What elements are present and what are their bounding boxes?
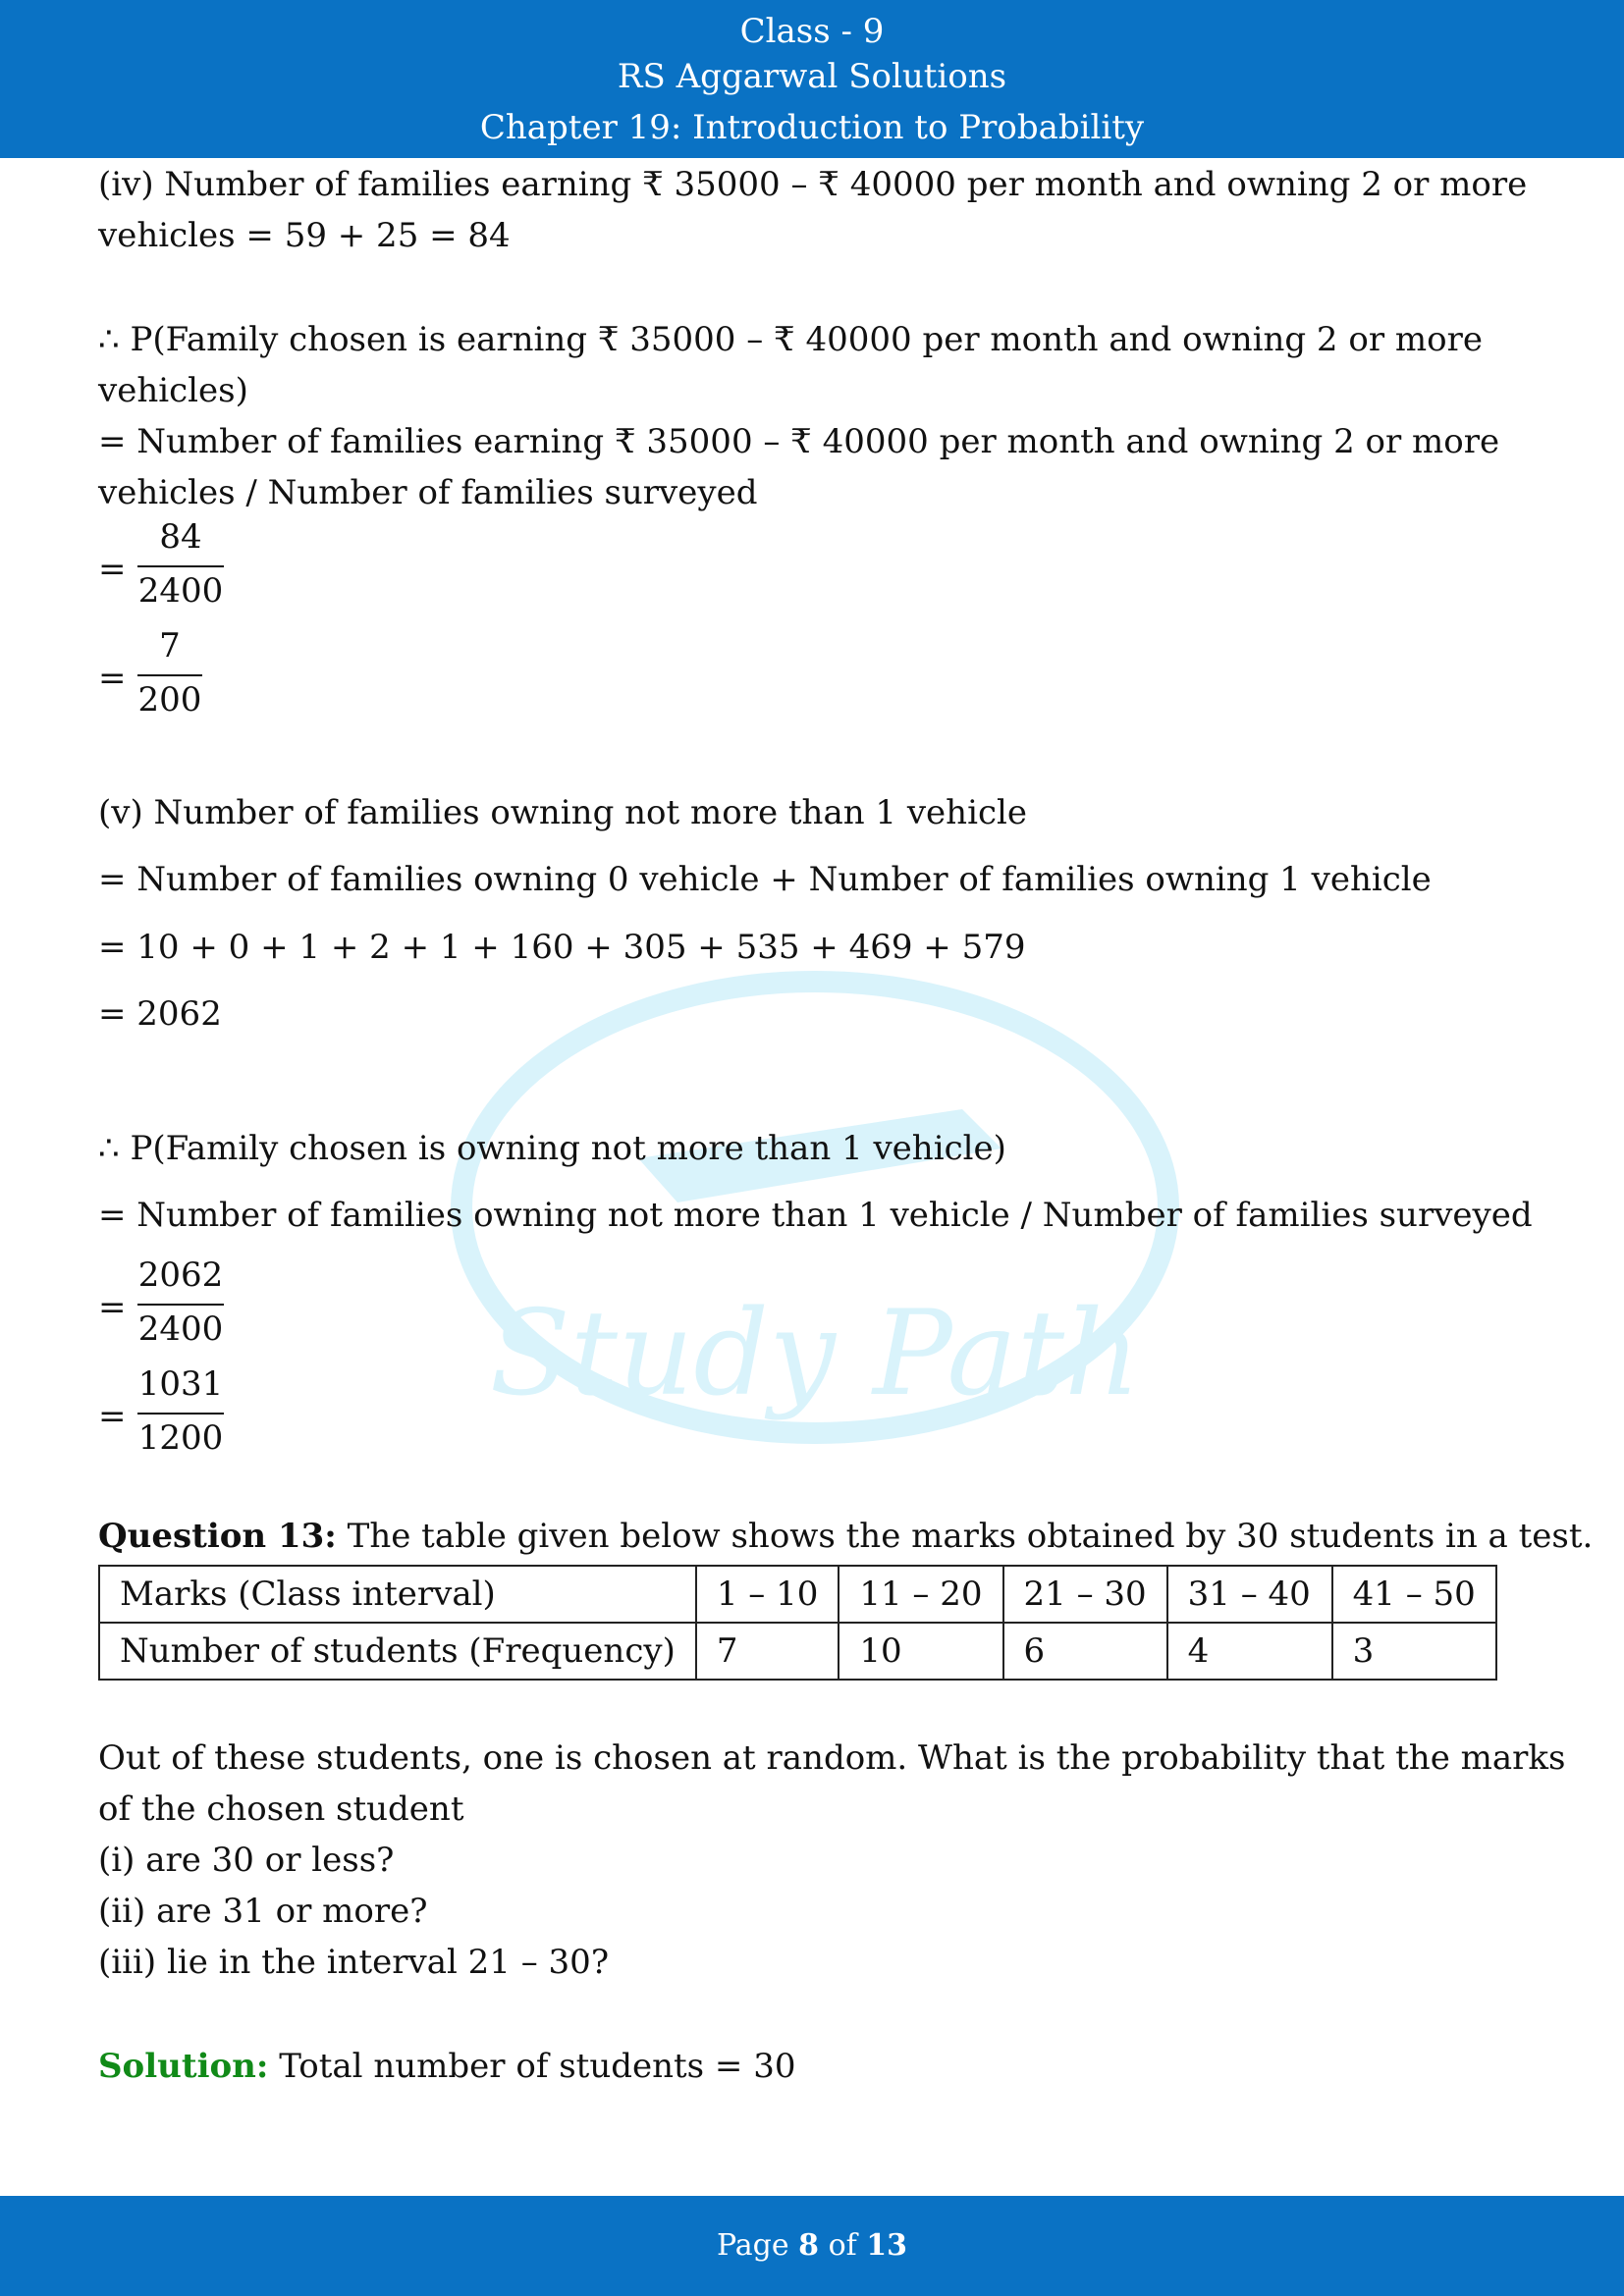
solution-text: Total number of students = 30 (268, 2047, 796, 2086)
table-cell: 4 (1167, 1623, 1332, 1680)
fraction-numerator: 84 (159, 517, 202, 557)
table-cell: Marks (Class interval) (99, 1566, 696, 1623)
text-line: of the chosen student (98, 1789, 464, 1829)
text-line: ∴ P(Family chosen is earning ₹ 35000 – ₹ 40000 per month and owning 2 or more (98, 320, 1483, 359)
table-cell: 6 (1003, 1623, 1167, 1680)
text-line: vehicles / Number of families surveyed (98, 473, 758, 512)
page-total: 13 (866, 2228, 908, 2263)
table-cell: 10 (839, 1623, 1002, 1680)
page-prefix: Page (716, 2228, 799, 2263)
fraction-bar (137, 1413, 224, 1415)
question-text: The table given below shows the marks obtained by 30 students in a test. (336, 1517, 1594, 1556)
table-cell: 3 (1332, 1623, 1496, 1680)
fraction-numerator: 7 (159, 626, 181, 666)
table-cell: 31 – 40 (1167, 1566, 1332, 1623)
text-line: (v) Number of families owning not more than 1 vehicle (98, 793, 1027, 832)
fraction-bar (137, 1304, 224, 1306)
table-cell: 41 – 50 (1332, 1566, 1496, 1623)
page-separator: of (819, 2228, 867, 2263)
fraction-denominator: 2400 (137, 571, 224, 611)
fraction-numerator: 2062 (137, 1255, 224, 1295)
equals-sign: = (98, 1397, 127, 1436)
marks-frequency-table (98, 1565, 1497, 1681)
text-line: = Number of families owning not more than 1 vehicle / Number of families surveyed (98, 1196, 1533, 1235)
question-label: Question 13: (98, 1517, 337, 1556)
equals-sign: = (98, 550, 127, 589)
page-current: 8 (798, 2228, 820, 2263)
solution-line (98, 2045, 795, 2088)
page-footer (0, 2196, 1624, 2296)
equals-sign: = (98, 1288, 127, 1327)
fraction-bar (137, 565, 224, 567)
text-line: = Number of families earning ₹ 35000 – ₹ 40000 per month and owning 2 or more (98, 422, 1500, 461)
text-line: vehicles) (98, 371, 248, 410)
table-cell: 1 – 10 (696, 1566, 839, 1623)
table-cell: 7 (696, 1623, 839, 1680)
question-heading (98, 1515, 1593, 1558)
solution-label: Solution: (98, 2047, 269, 2086)
question-part-i: (i) are 30 or less? (98, 1841, 395, 1880)
table-row (99, 1566, 1496, 1623)
table-row (99, 1623, 1496, 1680)
question-part-ii: (ii) are 31 or more? (98, 1892, 428, 1931)
text-line: = 10 + 0 + 1 + 2 + 1 + 160 + 305 + 535 + 469 + 579 (98, 928, 1026, 967)
header-book-title: RS Aggarwal Solutions (617, 57, 1007, 96)
fraction-denominator: 200 (137, 680, 202, 720)
header-chapter: Chapter 19: Introduction to Probability (479, 108, 1145, 147)
text-line: Out of these students, one is chosen at random. What is the probability that the marks (98, 1738, 1566, 1778)
table-cell: Number of students (Frequency) (99, 1623, 696, 1680)
text-line: (iv) Number of families earning ₹ 35000 – ₹ 40000 per month and owning 2 or more (98, 165, 1528, 204)
text-line: ∴ P(Family chosen is owning not more than 1 vehicle) (98, 1129, 1006, 1168)
table-cell: 11 – 20 (839, 1566, 1002, 1623)
header-class: Class - 9 (739, 12, 885, 51)
equals-sign: = (98, 659, 127, 698)
fraction-denominator: 1200 (137, 1418, 224, 1458)
text-line: = 2062 (98, 994, 222, 1034)
table-cell: 21 – 30 (1003, 1566, 1167, 1623)
text-line: = Number of families owning 0 vehicle + Number of families owning 1 vehicle (98, 860, 1432, 899)
fraction-bar (137, 674, 202, 676)
fraction-numerator: 1031 (137, 1364, 224, 1404)
page-header (0, 0, 1624, 158)
watermark-text: Study Path (489, 1286, 1141, 1422)
question-part-iii: (iii) lie in the interval 21 – 30? (98, 1943, 610, 1982)
fraction-denominator: 2400 (137, 1309, 224, 1349)
text-line: vehicles = 59 + 25 = 84 (98, 216, 511, 255)
